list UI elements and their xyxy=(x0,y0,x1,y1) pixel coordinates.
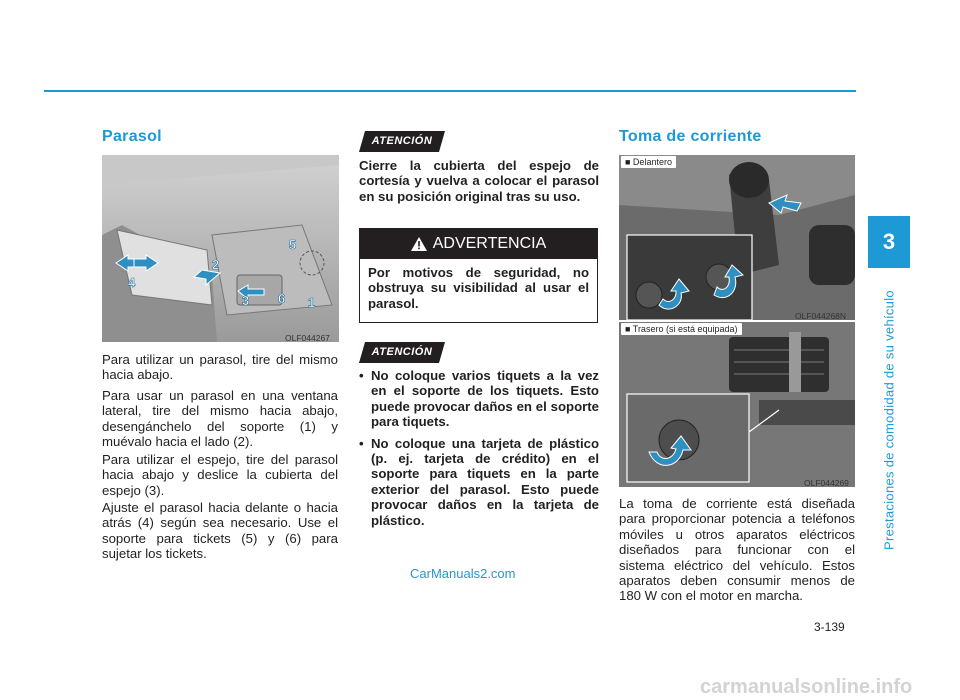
chapter-number-tab: 3 xyxy=(868,216,910,268)
warning-triangle-icon xyxy=(411,237,427,251)
toma-heading: Toma de corriente xyxy=(619,128,762,145)
callout-3: 3 xyxy=(242,293,250,308)
callout-5: 5 xyxy=(289,237,297,252)
top-rule xyxy=(44,90,856,92)
atencion-bullet-list xyxy=(359,368,599,534)
parasol-paragraph-4: Ajuste el parasol hacia delante o hacia atrás (4) según sea necesario. Use el soporte para tickets (5) y (6) para sujetar los tickets. xyxy=(102,500,338,562)
parasol-paragraph-3: Para utilizar el espejo, tire del parasol hacia abajo y deslice la cubierta del espejo (3). xyxy=(102,452,338,498)
parasol-image-code: OLF044267 xyxy=(285,333,330,343)
parasol-paragraph-2: Para usar un parasol en una ventana lateral, tire del mismo hacia abajo, desengánchelo del soporte (1) y muévalo hacia el lado (2). xyxy=(102,388,338,450)
footer-watermark: carmanualsonline.info xyxy=(700,676,913,698)
watermark-link[interactable]: CarManuals2.com xyxy=(410,566,516,581)
toma-paragraph: La toma de corriente está diseñada para proporcionar potencia a teléfonos móviles u otros aparatos eléctricos diseñados para funcionar con el sistema eléctrico del vehículo. Estos aparatos deben consumir menos de 180 W con el motor en marcha. xyxy=(619,496,855,604)
warning-box xyxy=(359,228,598,323)
list-item: • No coloque varios tiquets a la vez en el soporte de los tiquets. Esto puede provocar daños en el soporte para tiquets. xyxy=(359,368,599,430)
warning-header xyxy=(360,229,597,259)
callout-6: 6 xyxy=(278,291,286,306)
rear-outlet-photo xyxy=(619,322,855,487)
front-outlet-label: ■ Delantero xyxy=(621,156,676,168)
parasol-heading: Parasol xyxy=(102,128,162,145)
callout-2: 2 xyxy=(212,257,220,272)
page-number: 3-139 xyxy=(814,620,845,634)
warning-title: ADVERTENCIA xyxy=(432,235,547,252)
callout-1: 1 xyxy=(308,295,316,310)
atencion-badge-2 xyxy=(359,342,445,363)
atencion-text: Cierre la cubierta del espejo de cortesía y vuelva a colocar el parasol en su posición original tras su uso. xyxy=(359,158,599,204)
atencion-label-1: ATENCIÓN xyxy=(371,135,433,147)
list-item: • No coloque una tarjeta de plástico (p. ej. tarjeta de crédito) en el soporte para tiquets en la parte exterior del parasol. Esto puede provocar daños en la tarjeta de plástico. xyxy=(359,436,599,528)
parasol-paragraph-1: Para utilizar un parasol, tire del mismo hacia abajo. xyxy=(102,352,338,383)
rear-outlet-image-code: OLF044269 xyxy=(804,478,849,488)
front-outlet-image-code: OLF044268N xyxy=(795,311,847,321)
rear-outlet-label: ■ Trasero (si está equipada) xyxy=(621,323,742,335)
front-outlet-photo xyxy=(619,155,855,320)
sunvisor-photo xyxy=(102,155,339,342)
warning-text: Por motivos de seguridad, no obstruya su visibilidad al usar el parasol. xyxy=(368,265,589,311)
chapter-title: Prestaciones de comodidad de su vehículo xyxy=(881,290,897,550)
atencion-label-2: ATENCIÓN xyxy=(371,346,433,358)
atencion-badge-1 xyxy=(359,131,445,152)
callout-4: 4 xyxy=(128,275,136,290)
